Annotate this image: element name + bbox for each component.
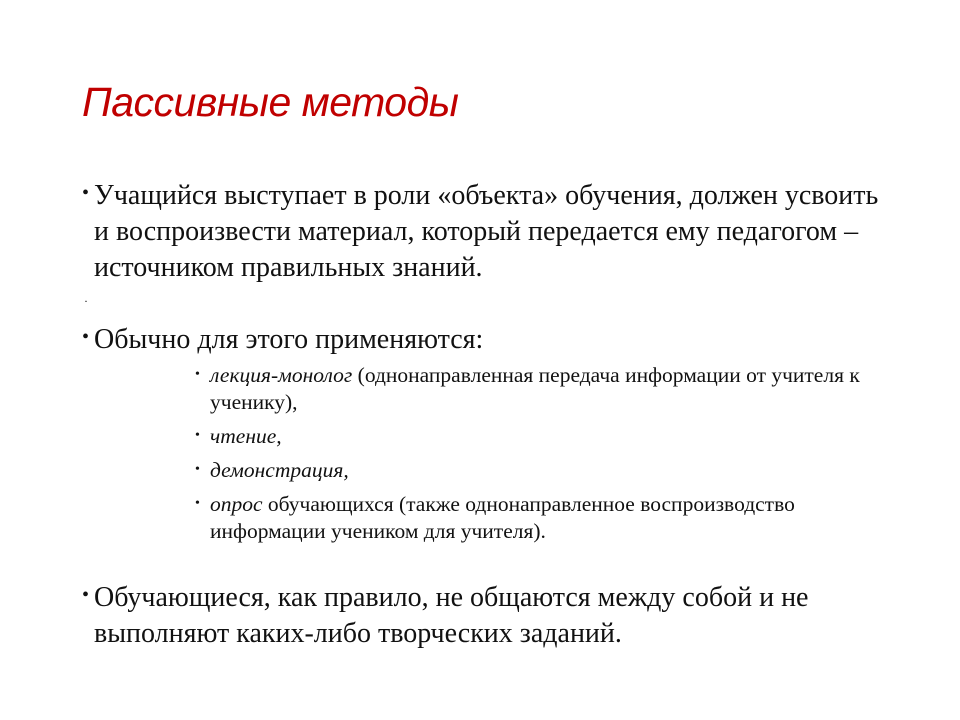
method-description: (однонаправленная передача информации от учителя к ученику), [210,363,860,414]
bullet-text: Обычно для этого применяются: [94,324,484,355]
list-item-reading [195,423,892,450]
spacer [82,552,892,580]
bullet-text: Учащийся выступает в роли «объекта» обучения, должен усвоить и воспроизвести материал, который передается ему педагогом – источником правильных знаний. [94,180,879,283]
bullet-icon: • [82,182,90,204]
bullet-icon: • [82,584,90,606]
bullet-icon: • [195,462,200,477]
bullet-text: Обучающиеся, как правило, не общаются между собой и не выполняют каких-либо творческих заданий. [94,582,809,649]
bullet-passive-learner [82,178,892,286]
slide-body [82,178,892,652]
empty-bullet-dot: · [84,294,88,308]
bullet-icon: • [195,496,200,511]
method-term: лекция-монолог [210,363,353,387]
slide-title: Пассивные методы [82,79,459,125]
list-item-demonstration [195,457,892,484]
method-list [82,362,892,545]
method-description: обучающихся (также однонаправленное воспроизводство информации учеником для учителя). [210,492,795,543]
bullet-methods-used [82,322,892,358]
list-item-lecture [195,362,892,416]
bullet-icon: • [195,367,200,382]
method-term: демонстрация, [210,458,349,482]
bullet-icon: • [195,428,200,443]
bullet-no-communication [82,580,892,652]
bullet-icon: • [82,326,90,348]
list-item-survey [195,491,892,545]
method-term: чтение, [210,424,282,448]
method-term: опрос [210,492,263,516]
